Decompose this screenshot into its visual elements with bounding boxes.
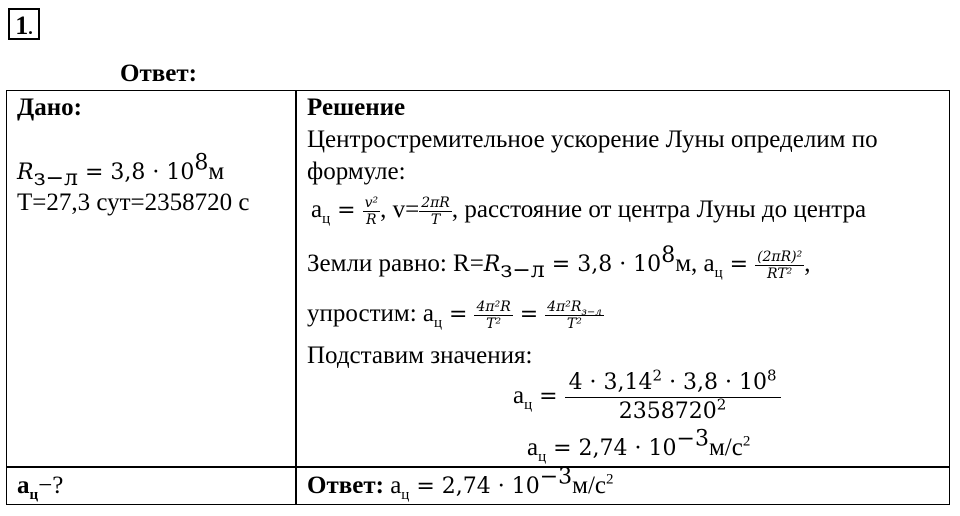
find-quantity: $a_ц-$? (17, 472, 64, 503)
problem-number: 1 (15, 11, 29, 40)
row-divider (7, 466, 949, 468)
fraction-4pi2r-over-t2: $\frac{\text{4π²R}}{\text{T²}}$ (476, 299, 511, 332)
fraction-4pi2rzl-over-t2: $\frac{4\pi^2R_{з-л}}{\text{T²}}$ (547, 299, 602, 332)
formula-line-2: Земли равно: $R=R_{з-л} = 3,8 \cdot 10^8м$, $a_ц$ = $\frac{\text{(2πR)²}}{\text{RT²}}$ , (307, 242, 811, 284)
solution-table (6, 90, 950, 505)
given-header: Дано: (17, 94, 82, 121)
final-answer: Ответ: $a_ц = 2,74 \cdot 10^{-3}м/с^2$ (307, 464, 614, 503)
solution-line-2: формуле: (307, 158, 406, 185)
answer-caption: Ответ: (120, 60, 197, 87)
fraction-v2-over-r: $\frac{\text{v²}}{R}$ (364, 195, 379, 228)
problem-number-box: 1. (8, 8, 40, 40)
column-divider (295, 91, 297, 504)
fraction-2pir-over-t: $\frac{2\pi R}{T}$ (421, 195, 450, 228)
formula-line-3: упростим: $a_ц$ = $\frac{\text{4π²R}}{\text{T²}}$ = $\frac{4\pi^2R_{з-л}}{\text{T²}}$ (307, 299, 602, 332)
calculation-result: $a_ц = 2,74 \cdot 10^{-3}м/с^2$ (527, 426, 751, 465)
formula-line-1: $a_ц$ = $\frac{\text{v²}}{R}$ , v= $\frac{2\pi R}{T}$ , расстояние от центра Луны до центра (311, 195, 867, 228)
calculation-formula: $a_ц$ = $\frac{4 \cdot 3,14^2 \cdot 3,8 \cdot 10^8}{2358720^2}$ (513, 369, 781, 426)
fraction-2pir-sq-over-rt2: $\frac{\text{(2πR)²}}{\text{RT²}}$ (757, 249, 803, 282)
solution-header: Решение (307, 94, 406, 121)
given-distance: $R_{з-л} = 3,8 \cdot 10^8м$ (17, 150, 225, 191)
solution-line-substitute: Подставим значения: (307, 342, 533, 369)
solution-line-1: Центростремительное ускорение Луны определим по (307, 126, 878, 153)
given-period: T=27,3 сут=2358720 с (17, 189, 250, 216)
calculation-fraction: $\frac{4 \cdot 3,14^2 \cdot 3,8 \cdot 10^8}{2358720^2}$ (565, 369, 781, 426)
